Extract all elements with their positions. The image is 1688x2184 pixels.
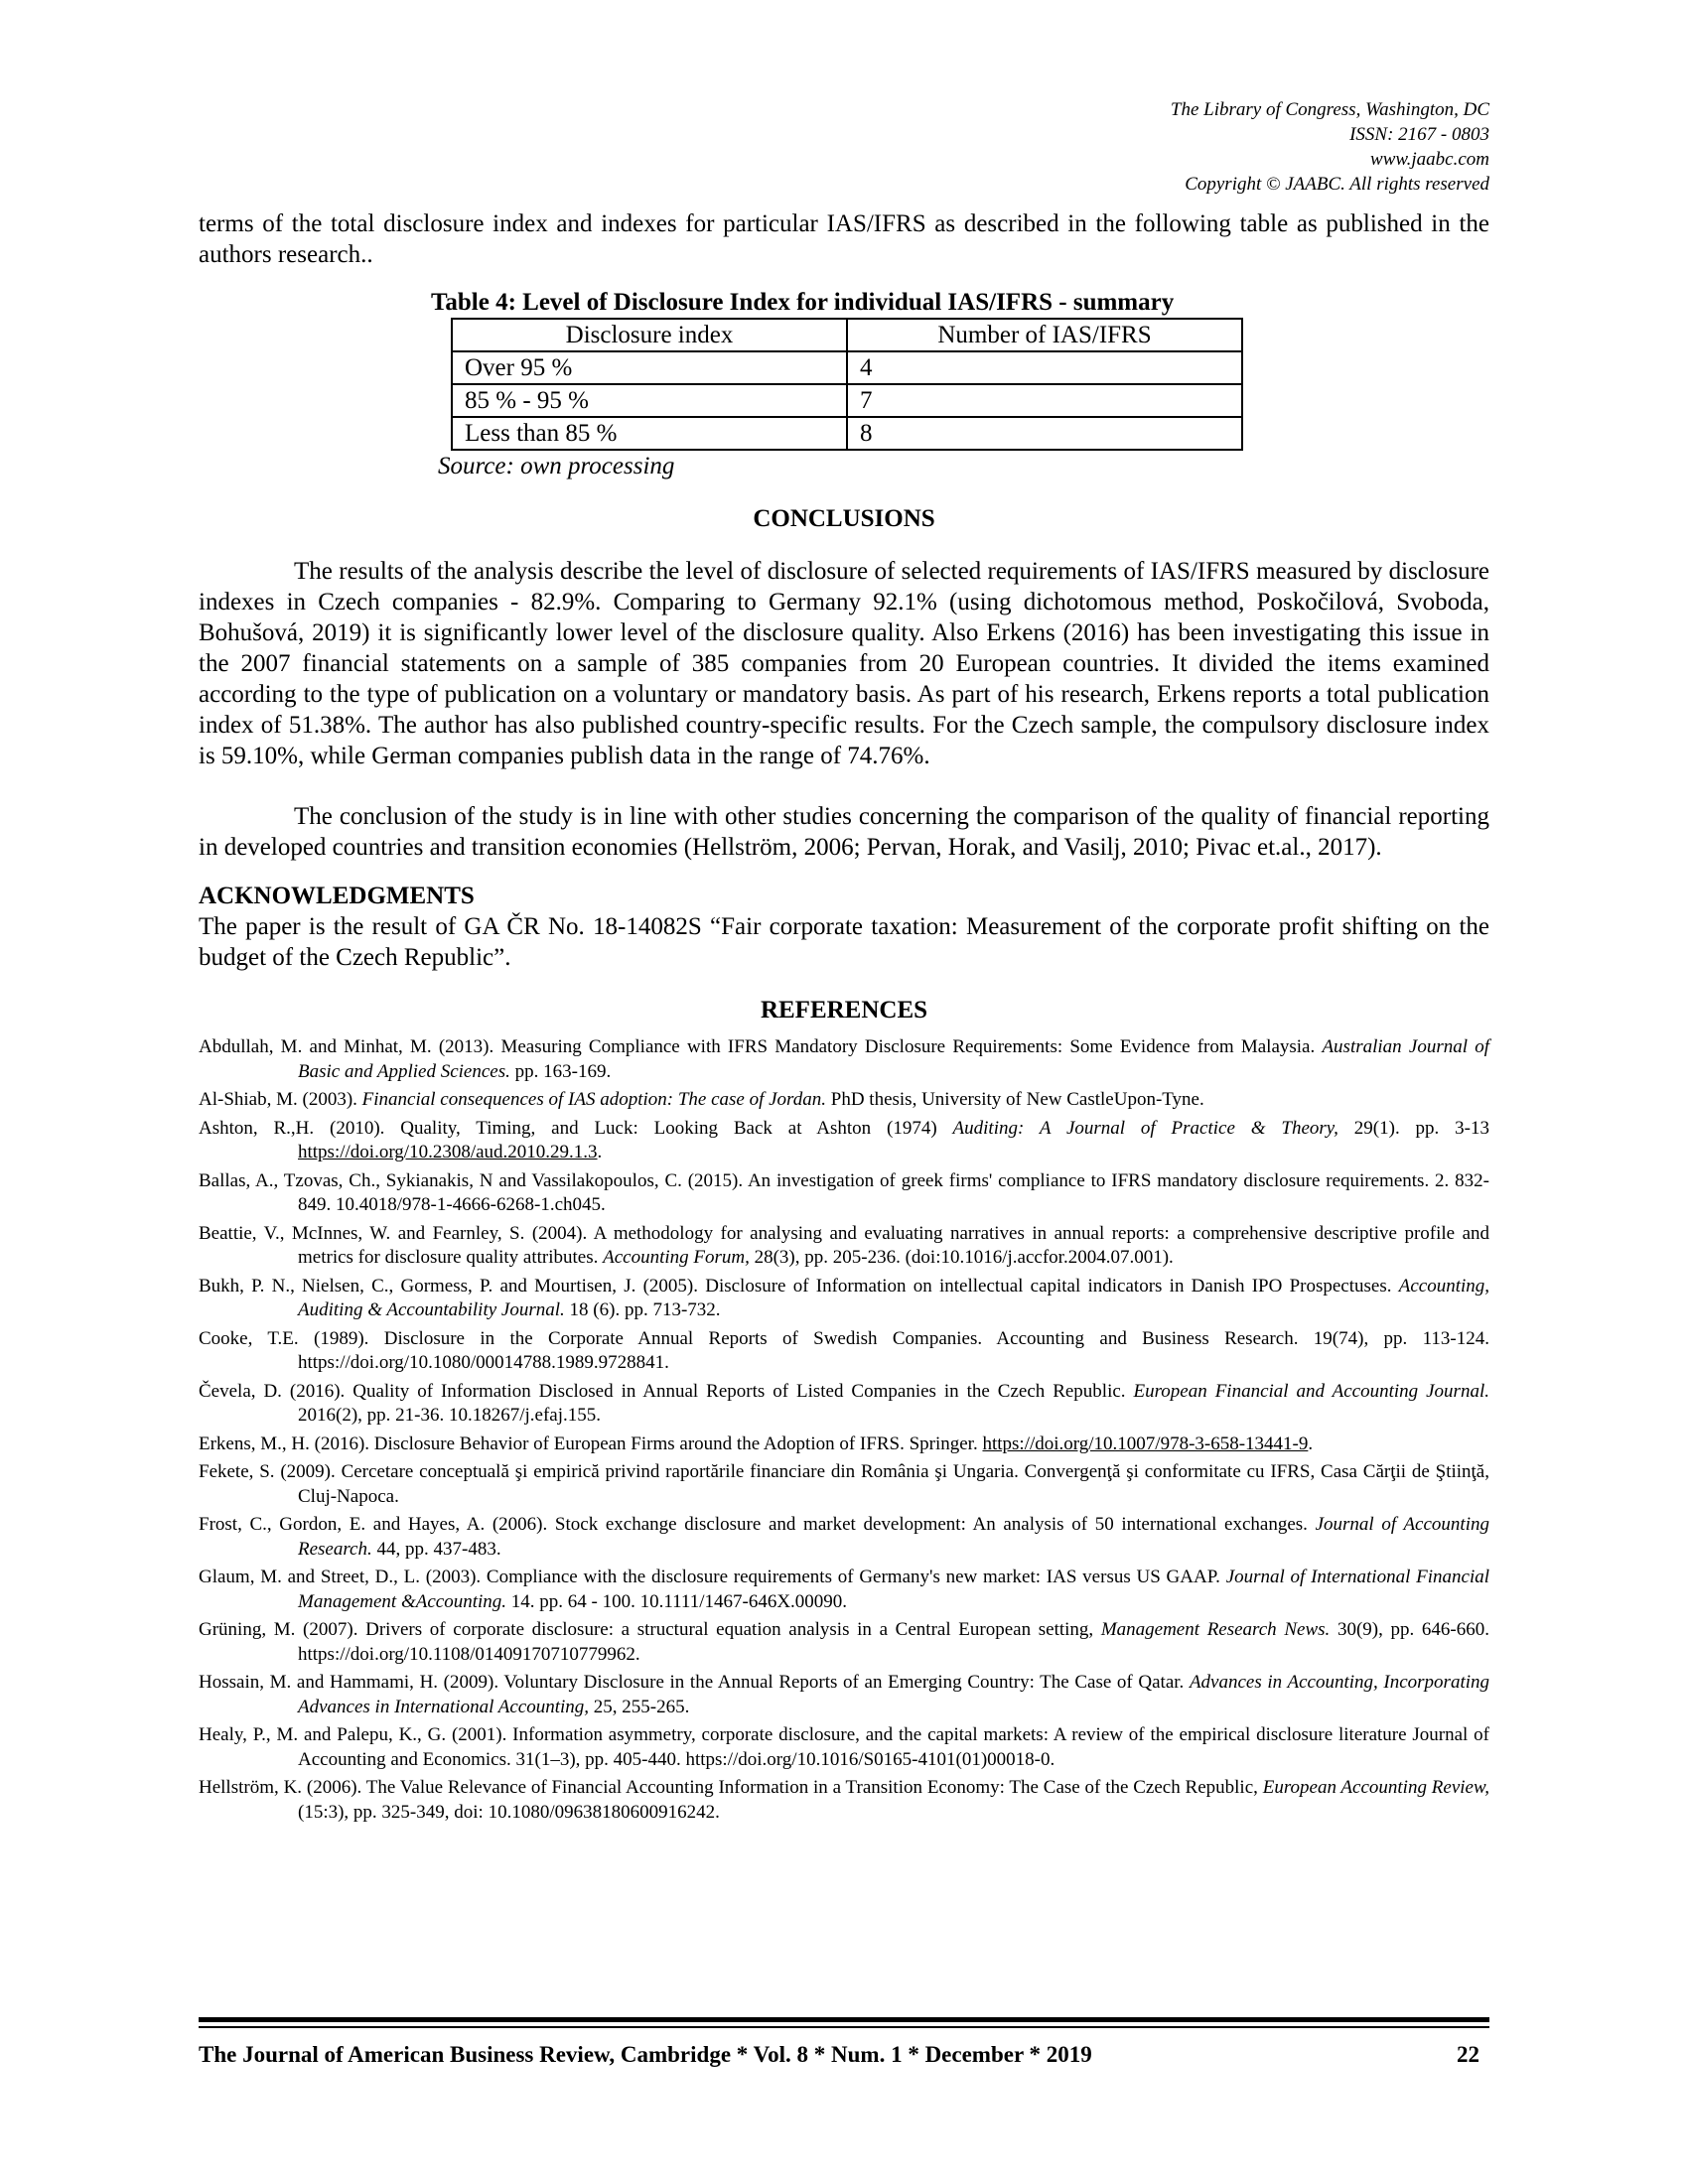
references-heading: REFERENCES	[760, 997, 928, 1024]
reference-item	[199, 1723, 1489, 1772]
table-cell: 7	[847, 384, 1242, 417]
reference-source-title: Journal of International Financial Management &Accounting.	[298, 1567, 1489, 1612]
reference-item	[199, 1117, 1489, 1165]
reference-source-title: Journal of Accounting Research.	[298, 1514, 1489, 1560]
reference-text: pp. 163-169.	[509, 1060, 612, 1082]
reference-item	[199, 1275, 1489, 1323]
table-header-cell: Number of IAS/IFRS	[847, 319, 1242, 351]
reference-text: Glaum, M. and Street, D., L. (2003). Compliance with the disclosure requirements of Germany's new market: IAS versus US GAAP.	[199, 1567, 1226, 1587]
reference-text: Fekete, S. (2009). Cercetare conceptuală şi empirică privind raportările financiare din România şi Ungaria. Convergenţă şi conformitate cu IFRS, Casa Cărţii de Ştiinţă, Cluj-Napoca.	[199, 1461, 1489, 1507]
reference-text: Healy, P., M. and Palepu, K., G. (2001). Information asymmetry, corporate disclosure, and the capital markets: A review of the empirical disclosure literature Journal of Accounting and Economics. 31(1–3), pp. 405-440. https://doi.org/10.1016/S0165-4101(01)00018-0.	[199, 1724, 1489, 1770]
reference-item	[199, 1222, 1489, 1271]
reference-text: Ashton, R.,H. (2010). Quality, Timing, and Luck: Looking Back at Ashton (1974)	[199, 1117, 953, 1139]
table-row	[452, 417, 1242, 450]
reference-text: Grüning, M. (2007). Drivers of corporate disclosure: a structural equation analysis in a Central European setting,	[199, 1619, 1101, 1640]
conclusions-heading: CONCLUSIONS	[753, 505, 935, 532]
reference-source-title: European Accounting Review,	[1262, 1777, 1489, 1798]
reference-text: 44, pp. 437-483.	[371, 1538, 501, 1560]
reference-item	[199, 1327, 1489, 1376]
table-cell: 4	[847, 351, 1242, 384]
reference-item	[199, 1776, 1489, 1825]
conclusions-paragraph-2: The conclusion of the study is in line with other studies concerning the comparison of the quality of financial reporting in developed countries and transition economies (Hellström, 2006; Pervan, Horak, and Vasilj, 2010; Pivac et.al., 2017).	[199, 803, 1489, 861]
reference-text: (15:3), pp. 325-349, doi: 10.1080/09638180600916242.	[298, 1801, 720, 1823]
intro-paragraph: terms of the total disclosure index and indexes for particular IAS/IFRS as described in the following table as published in the authors research..	[199, 210, 1489, 268]
reference-source-title: European Financial and Accounting Journal.	[1133, 1380, 1489, 1402]
footer-rule-thin	[199, 2026, 1489, 2028]
table-cell: Less than 85 %	[452, 417, 847, 450]
reference-item	[199, 1671, 1489, 1719]
acknowledgments-heading: ACKNOWLEDGMENTS	[199, 883, 475, 909]
footer-journal-info: The Journal of American Business Review, Cambridge * Vol. 8 * Num. 1 * December * 2019	[199, 2042, 1092, 2067]
reference-text: Abdullah, M. and Minhat, M. (2013). Measuring Compliance with IFRS Mandatory Disclosure Requirements: Some Evidence from Malaysia.	[199, 1036, 1323, 1057]
reference-item	[199, 1566, 1489, 1614]
acknowledgments-text: The paper is the result of GA ČR No. 18-14082S “Fair corporate taxation: Measurement of the corporate profit shifting on the budget of the Czech Republic”.	[199, 913, 1489, 971]
table-header-cell: Disclosure index	[452, 319, 847, 351]
reference-text: 30(9), pp. 646-660. https://doi.org/10.1108/01409170710779962.	[298, 1619, 1490, 1665]
table-caption: Table 4: Level of Disclosure Index for individual IAS/IFRS - summary	[431, 289, 1175, 316]
header-library: The Library of Congress, Washington, DC	[1170, 99, 1489, 120]
reference-source-title: Advances in Accounting, Incorporating Advances in International Accounting,	[298, 1672, 1489, 1717]
reference-text: Bukh, P. N., Nielsen, C., Gormess, P. and Mourtisen, J. (2005). Disclosure of Information on intellectual capital indicators in Danish IPO Prospectuses.	[199, 1275, 1399, 1297]
reference-item	[199, 1618, 1489, 1667]
reference-text: 18 (6). pp. 713-732.	[564, 1299, 721, 1320]
reference-doi-link[interactable]: https://doi.org/10.1007/978-3-658-13441-9	[982, 1433, 1309, 1454]
journal-footer	[199, 2040, 1489, 2070]
reference-source-title: Accounting Forum,	[603, 1247, 750, 1268]
reference-source-title: Auditing: A Journal of Practice & Theory,	[952, 1117, 1338, 1139]
reference-source-title: Financial consequences of IAS adoption: The case of Jordan.	[361, 1089, 826, 1110]
reference-text: Al-Shiab, M. (2003).	[199, 1089, 362, 1110]
reference-source-title: Management Research News.	[1100, 1619, 1331, 1640]
reference-text: 25, 255-265.	[589, 1696, 690, 1717]
journal-header	[1171, 97, 1489, 197]
reference-text: 2016(2), pp. 21-36. 10.18267/j.efaj.155.	[298, 1405, 602, 1426]
reference-item	[199, 1380, 1489, 1429]
header-copyright: Copyright © JAABC. All rights reserved	[1185, 174, 1489, 195]
reference-text: Beattie, V., McInnes, W. and Fearnley, S. (2004). A methodology for analysing and evaluating narratives in annual reports: a comprehensive descriptive profile and metrics for disclosure quality attributes.	[199, 1222, 1489, 1268]
reference-text: 14. pp. 64 - 100. 10.1111/1467-646X.00090.	[506, 1590, 848, 1612]
conclusions-paragraph-1: The results of the analysis describe the level of disclosure of selected requirements of IAS/IFRS measured by disclosure indexes in Czech companies - 82.9%. Comparing to Germany 92.1% (using dichotomous method, Poskočilová, Svoboda, Bohušová, 2019) it is significantly lower level of the disclosure quality. Also Erkens (2016) has been investigating this issue in the 2007 financial statements on a sample of 385 companies from 20 European countries. It divided the items examined according to the type of publication on a voluntary or mandatory basis. As part of his research, Erkens reports a total publication index of 51.38%. The author has also published country-specific results. For the Czech sample, the compulsory disclosure index is 59.10%, while German companies publish data in the range of 74.76%.	[199, 558, 1489, 769]
reference-text: 29(1). pp. 3-13	[1337, 1117, 1489, 1139]
header-issn: ISSN: 2167 - 0803	[1349, 124, 1489, 145]
reference-item	[199, 1513, 1489, 1562]
reference-item	[199, 1433, 1489, 1457]
reference-doi-link[interactable]: https://doi.org/10.2308/aud.2010.29.1.3	[298, 1142, 598, 1162]
page-body	[199, 208, 1489, 1829]
reference-text: PhD thesis, University of New CastleUpon-Tyne.	[826, 1089, 1204, 1110]
reference-item	[199, 1460, 1489, 1509]
reference-text: 28(3), pp. 205-236. (doi:10.1016/j.accfor.2004.07.001).	[749, 1247, 1174, 1268]
page-number: 22	[1457, 2042, 1479, 2067]
reference-text: Hellström, K. (2006). The Value Relevance of Financial Accounting Information in a Transition Economy: The Case of the Czech Republic,	[199, 1777, 1263, 1798]
table-cell: 8	[847, 417, 1242, 450]
reference-text: .	[1308, 1433, 1314, 1454]
header-website: www.jaabc.com	[1370, 149, 1489, 170]
footer-rule-thick	[199, 2017, 1489, 2022]
reference-source-title: Accounting, Auditing & Accountability Journal.	[298, 1275, 1489, 1320]
reference-text: Erkens, M., H. (2016). Disclosure Behavior of European Firms around the Adoption of IFRS. Springer.	[199, 1433, 983, 1454]
reference-item	[199, 1169, 1489, 1218]
reference-text: Cooke, T.E. (1989). Disclosure in the Corporate Annual Reports of Swedish Companies. Accounting and Business Research. 19(74), pp. 113-124. https://doi.org/10.1080/00014788.1989.9728841.	[199, 1327, 1489, 1373]
reference-text: Hossain, M. and Hammami, H. (2009). Voluntary Disclosure in the Annual Reports of an Emerging Country: The Case of Qatar.	[199, 1672, 1190, 1693]
table-cell: Over 95 %	[452, 351, 847, 384]
reference-text: Frost, C., Gordon, E. and Hayes, A. (2006). Stock exchange disclosure and market development: An analysis of 50 international exchanges.	[199, 1514, 1316, 1535]
table-cell: 85 % - 95 %	[452, 384, 847, 417]
reference-text: Ballas, A., Tzovas, Ch., Sykianakis, N and Vassilakopoulos, C. (2015). An investigation of greek firms' compliance to IFRS mandatory disclosure requirements. 2. 832-849. 10.4018/978-1-4666-6268-1.ch045.	[199, 1169, 1489, 1215]
table-row	[452, 351, 1242, 384]
table-header-row	[452, 319, 1242, 351]
reference-text: Čevela, D. (2016). Quality of Information Disclosed in Annual Reports of Listed Companies in the Czech Republic.	[199, 1380, 1134, 1402]
table-row	[452, 384, 1242, 417]
reference-item	[199, 1035, 1489, 1084]
references-list	[199, 1035, 1489, 1825]
reference-source-title: Australian Journal of Basic and Applied Sciences.	[298, 1036, 1489, 1082]
disclosure-summary-table	[451, 318, 1243, 451]
reference-text: .	[597, 1142, 603, 1162]
reference-item	[199, 1088, 1489, 1113]
table-source-note: Source: own processing	[438, 453, 675, 479]
